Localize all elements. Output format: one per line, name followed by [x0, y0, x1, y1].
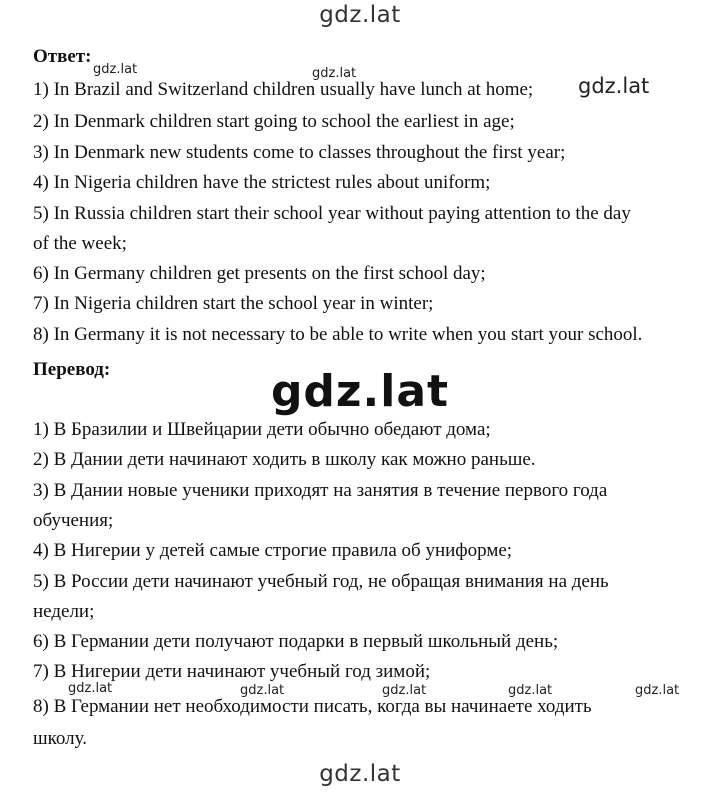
answer-line: 7) In Nigeria children start the school year in winter; [33, 293, 434, 314]
answer-line: 1) In Brazil and Switzerland children usually have lunch at home; [33, 79, 534, 100]
watermark-small: gdz.lat [93, 62, 138, 77]
answer-line: 2) In Denmark children start going to school the earliest in age; [33, 111, 515, 132]
translation-line: 2) В Дании дети начинают ходить в школу как можно раньше. [33, 449, 536, 470]
watermark-bottom: gdz.lat [319, 761, 401, 787]
watermark-small: gdz.lat [635, 683, 680, 698]
answer-line: 5) In Russia children start their school year without paying attention to the day [33, 203, 631, 224]
translation-line: 3) В Дании новые ученики приходят на занятия в течение первого года [33, 480, 608, 501]
answer-line: 8) In Germany it is not necessary to be able to write when you start your school. [33, 324, 643, 345]
translation-line: 1) В Бразилии и Швейцарии дети обычно обедают дома; [33, 419, 491, 440]
answer-line: 4) In Nigeria children have the strictest rules about uniform; [33, 172, 491, 193]
translation-line: 4) В Нигерии у детей самые строгие правила об униформе; [33, 540, 513, 561]
translation-line: школу. [33, 728, 87, 749]
answer-line: 3) In Denmark new students come to classes throughout the first year; [33, 142, 566, 163]
translation-line: 8) В Германии нет необходимости писать, когда вы начинаете ходить [33, 696, 592, 717]
translation-line: недели; [33, 601, 95, 622]
answer-line: of the week; [33, 233, 127, 254]
watermark-top: gdz.lat [319, 2, 401, 28]
translation-line: 6) В Германии дети получают подарки в первый школьный день; [33, 631, 559, 652]
answer-line: 6) In Germany children get presents on the first school day; [33, 263, 486, 284]
watermark-small: gdz.lat [240, 683, 285, 698]
watermark-center: gdz.lat [270, 366, 450, 417]
translation-line: 7) В Нигерии дети начинают учебный год зимой; [33, 661, 431, 682]
watermark-small: gdz.lat [68, 681, 113, 696]
answer-heading: Ответ: [33, 46, 92, 67]
translation-heading: Перевод: [33, 359, 111, 380]
watermark-small: gdz.lat [508, 683, 553, 698]
translation-line: 5) В России дети начинают учебный год, не обращая внимания на день [33, 571, 609, 592]
translation-line: обучения; [33, 510, 114, 531]
watermark-inline: gdz.lat [578, 74, 650, 98]
watermark-small: gdz.lat [312, 66, 357, 81]
watermark-small: gdz.lat [382, 683, 427, 698]
